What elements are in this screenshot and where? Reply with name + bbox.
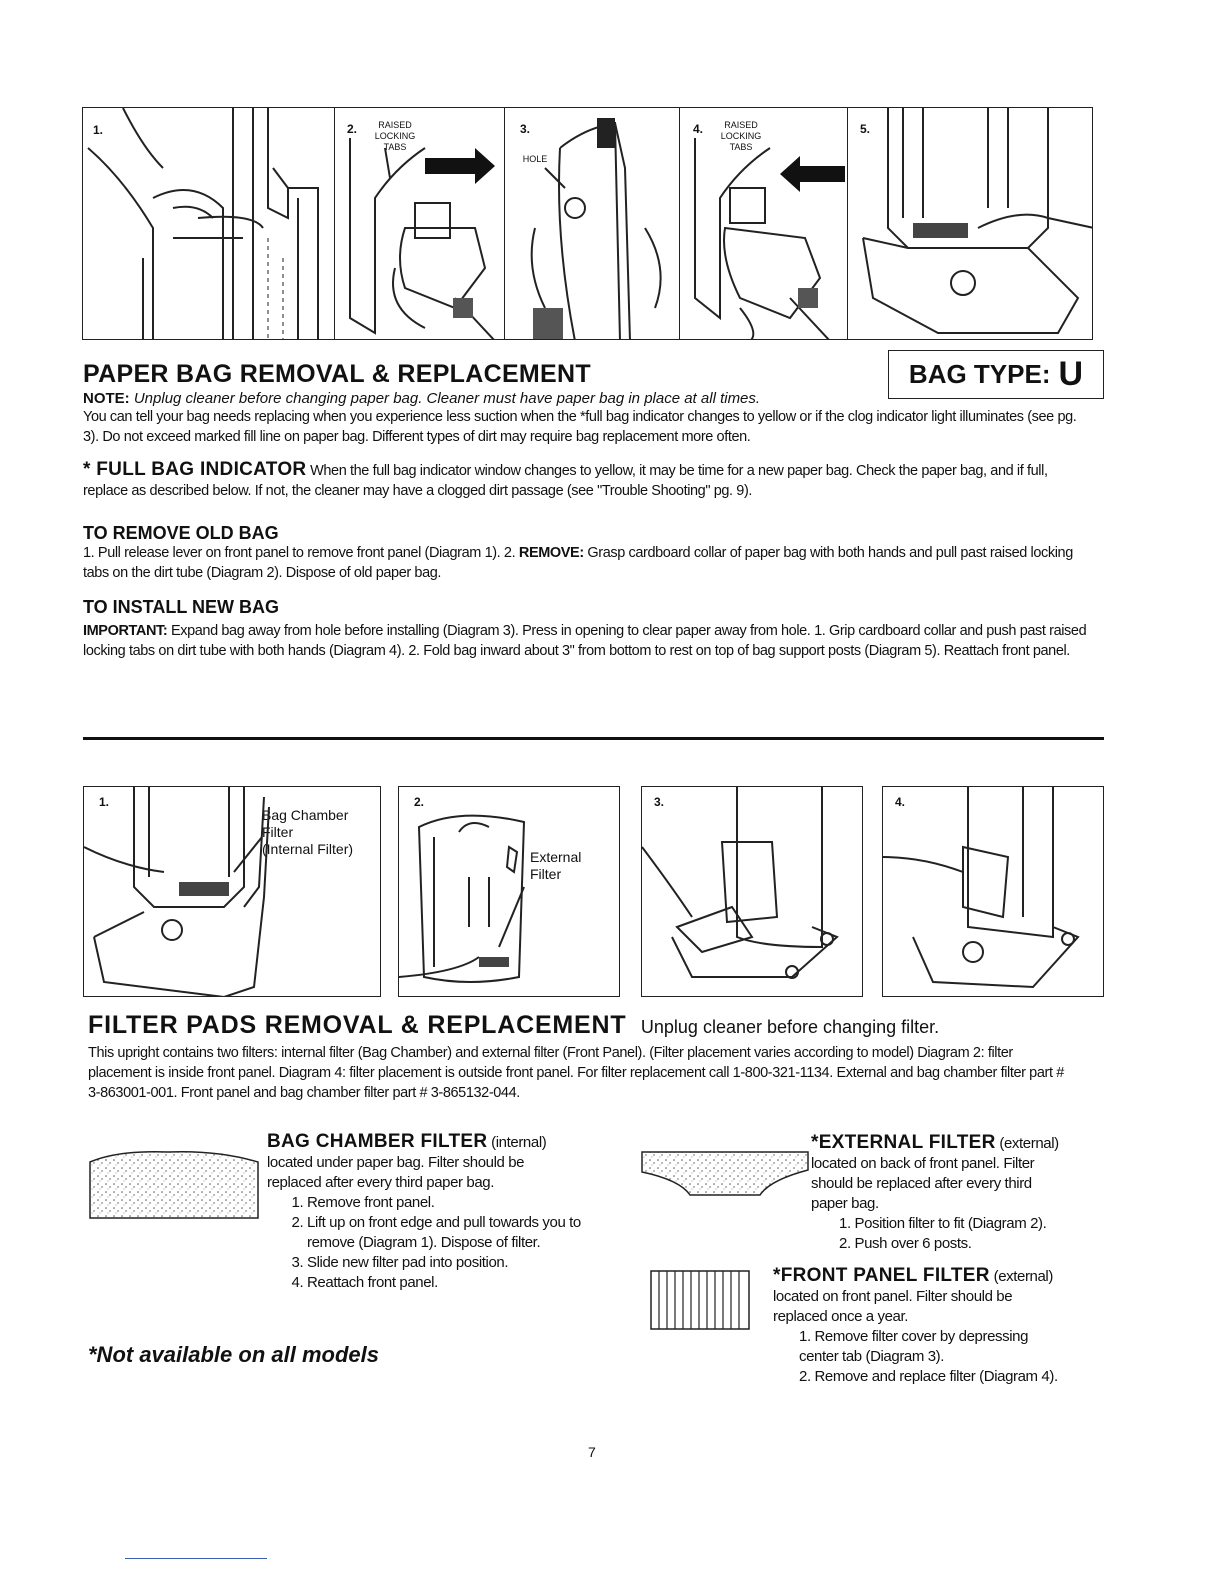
bag-diagram-1 <box>82 107 335 340</box>
filter-diagram-3 <box>641 786 863 997</box>
front-panel-filter-icon <box>650 1270 750 1330</box>
footer-rule <box>125 1558 267 1559</box>
front-panel-filter-title: *FRONT PANEL FILTER <box>773 1265 990 1286</box>
bag-chamber-filter-title: BAG CHAMBER FILTER <box>267 1131 488 1152</box>
diagram-number: 5. <box>860 122 871 136</box>
external-filter-qualifier: (external) <box>999 1135 1059 1152</box>
filter-intro-paragraph: This upright contains two filters: internal filter (Bag Chamber) and external filter (Front Panel). (Filter placement varies according to model) Diagram 2: filter placement is inside front panel. Diagram 4: filter placement is outside front panel. For filter replacement call 1-800-321-1134. External and bag chamber filter part # 3-863001-001. Front panel and bag chamber filter part # 3-865132-044. <box>88 1045 1064 1101</box>
bag-expand-illustration <box>505 108 680 340</box>
bag-chamber-filter-qualifier: (internal) <box>491 1134 547 1151</box>
bag-type-label: BAG TYPE: <box>908 359 1051 389</box>
filter-pads-heading <box>88 1011 939 1040</box>
external-filter-label: External Filter <box>530 849 582 882</box>
full-bag-indicator-paragraph <box>83 460 1073 501</box>
bag-support-illustration <box>848 108 1093 340</box>
front-panel-filter-illustration <box>883 787 1104 997</box>
page-number: 7 <box>588 1444 596 1460</box>
raised-locking-tabs-label: RAISED LOCKING TABS <box>374 120 416 152</box>
front-panel-filter-block <box>773 1266 1093 1387</box>
bag-chamber-filter-pad-icon <box>88 1150 260 1220</box>
important-label: IMPORTANT: <box>83 623 168 639</box>
bag-type-box <box>888 350 1104 399</box>
hole-label: HOLE <box>522 154 548 164</box>
bag-diagram-2 <box>334 107 505 340</box>
list-item: 1. Remove filter cover by depressing center tab (Diagram 3). <box>799 1328 1029 1365</box>
filter-diagram-4 <box>882 786 1104 997</box>
external-filter-desc: located on back of front panel. Filter should be replaced after every third paper bag. <box>811 1155 1035 1212</box>
bag-removal-illustration <box>335 108 505 340</box>
note-text: Unplug cleaner before changing paper bag. Cleaner must have paper bag in place at all times. <box>133 390 761 407</box>
front-panel-cover-illustration <box>642 787 863 997</box>
full-bag-indicator-label: * FULL BAG INDICATOR <box>83 459 307 480</box>
filter-diagram-2 <box>398 786 620 997</box>
external-filter-block <box>811 1133 1091 1254</box>
list-item: 1. Position filter to fit (Diagram 2). <box>839 1215 1047 1232</box>
bag-intro-paragraph: You can tell your bag needs replacing when you experience less suction when the *full bag indicator changes to yellow or if the clog indicator light illuminates (see pg. 3). Do not exceed marked fill line on paper bag. Different types of dirt may require bag replacement more often. <box>83 409 1077 445</box>
note-label: NOTE: <box>83 390 130 407</box>
remove-step-detail: Grasp cardboard collar of paper bag with both hands and pull past raised locking tabs on the dirt tube (Diagram 2). Dispose of old paper bag. <box>83 545 1073 581</box>
bag-type-value: U <box>1058 355 1084 393</box>
external-filter-title: *EXTERNAL FILTER <box>811 1132 996 1153</box>
raised-locking-tabs-label: RAISED LOCKING TABS <box>720 120 762 152</box>
remove-old-bag-text <box>83 543 1083 583</box>
front-panel-filter-heading <box>773 1266 1093 1287</box>
not-available-note: *Not available on all models <box>88 1342 379 1367</box>
diagram-number: 2. <box>414 795 425 809</box>
external-filter-illustration <box>399 787 620 997</box>
install-new-bag-heading: TO INSTALL NEW BAG <box>83 597 279 617</box>
external-filter-pad-icon <box>640 1150 810 1200</box>
diagram-number: 2. <box>347 122 358 136</box>
bag-chamber-filter-desc: located under paper bag. Filter should be replaced after every third paper bag. <box>267 1154 525 1191</box>
release-lever-illustration <box>83 108 335 340</box>
list-item: 4. Reattach front panel. <box>307 1273 607 1293</box>
paper-bag-section-title: PAPER BAG REMOVAL & REPLACEMENT <box>83 360 591 388</box>
front-panel-filter-desc: located on front panel. Filter should be replaced once a year. <box>773 1288 1013 1325</box>
filter-pads-section-title: FILTER PADS REMOVAL & REPLACEMENT <box>88 1011 627 1039</box>
list-item: 1. Remove front panel. <box>307 1193 607 1213</box>
note-line <box>83 389 903 409</box>
full-bag-indicator-text: When the full bag indicator window changes to yellow, it may be time for a new paper bag. Check the paper bag, and if full, replace as described below. If not, the cleaner may have a clogged dirt passage (see "Trouble Shooting" pg. 9). <box>83 463 1048 499</box>
list-item: 3. Slide new filter pad into position. <box>307 1253 607 1273</box>
front-panel-filter-qualifier: (external) <box>993 1268 1053 1285</box>
remove-label: REMOVE: <box>518 545 584 561</box>
internal-filter-illustration <box>84 787 381 997</box>
remove-step-text: 1. Pull release lever on front panel to remove front panel (Diagram 1). 2. <box>83 545 516 561</box>
bag-chamber-filter-label: Bag Chamber Filter (Internal Filter) <box>262 807 354 857</box>
install-new-bag-text <box>83 621 1088 661</box>
bag-diagram-3 <box>504 107 680 340</box>
diagram-number: 3. <box>520 122 531 136</box>
list-item: 2. Push over 6 posts. <box>839 1235 972 1252</box>
diagram-number: 1. <box>99 795 110 809</box>
bag-install-illustration <box>680 108 848 340</box>
section-divider <box>83 737 1104 740</box>
bag-chamber-filter-steps <box>267 1193 607 1293</box>
filter-diagram-1 <box>83 786 381 997</box>
bag-chamber-filter-block <box>267 1132 617 1293</box>
bag-chamber-filter-heading <box>267 1132 617 1153</box>
bag-diagram-4 <box>679 107 848 340</box>
diagram-number: 4. <box>693 122 704 136</box>
list-item: 2. Remove and replace filter (Diagram 4). <box>799 1368 1058 1385</box>
bag-diagram-strip <box>82 107 1093 340</box>
remove-old-bag-heading: TO REMOVE OLD BAG <box>83 523 279 543</box>
diagram-number: 3. <box>654 795 665 809</box>
diagram-number: 1. <box>93 123 104 137</box>
external-filter-heading <box>811 1133 1091 1154</box>
filter-pads-subtitle: Unplug cleaner before changing filter. <box>640 1017 940 1037</box>
diagram-number: 4. <box>895 795 906 809</box>
bag-diagram-5 <box>847 107 1093 340</box>
install-text: Expand bag away from hole before installing (Diagram 3). Press in opening to clear paper away from hole. 1. Grip cardboard collar and push past raised locking tabs on dirt tube with both hands (Diagram 4). 2. Fold bag inward about 3" from bottom to rest on top of bag support posts (Diagram 5). Reattach front panel. <box>83 623 1087 659</box>
list-item: 2. Lift up on front edge and pull towards you to remove (Diagram 1). Dispose of filter. <box>307 1213 607 1253</box>
